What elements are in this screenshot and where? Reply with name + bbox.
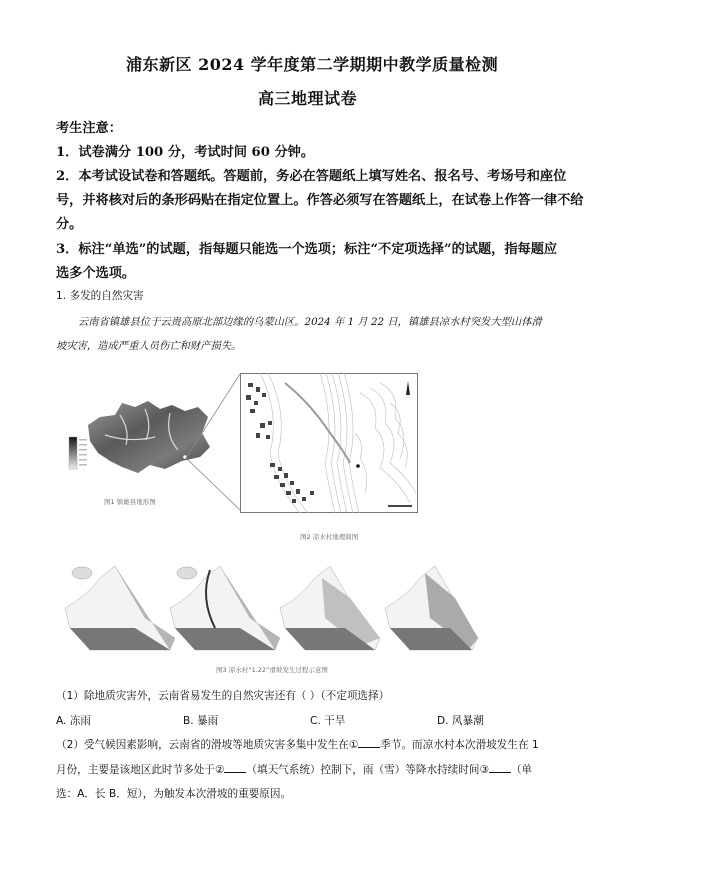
- q1-option-a[interactable]: A. 冻雨: [56, 715, 91, 727]
- q2-line-1: [56, 737, 539, 752]
- fig2-village-map: [240, 373, 420, 515]
- fig3-caption: 图3 凉水村“1.22”滑坡发生过程示意图: [216, 666, 328, 674]
- fig3-panel-2: [170, 566, 280, 650]
- q2-text: （单: [510, 764, 533, 776]
- q2-blank-3[interactable]: [489, 762, 511, 773]
- notice-line: 号，并将核对后的条形码贴在指定位置上。作答必须写在答题纸上，在试卷上作答一律不给: [56, 193, 584, 208]
- q1-option-c[interactable]: C. 干旱: [310, 715, 346, 727]
- notice-line: 分。: [56, 217, 83, 232]
- exam-title: 浦东新区 2024 学年度第二学期期中教学质量检测: [126, 55, 499, 74]
- intro-paragraph-line: 云南省镇雄县位于云贵高原北部边缘的乌蒙山区。2024 年 1 月 22 日，镇雄县凉水村突发大型山体滑: [78, 316, 542, 328]
- q2-line-3: 选：A．长 B．短），为触发本次滑坡的重要原因。: [56, 788, 292, 800]
- fig3-panel-1: [65, 566, 175, 650]
- fig3-landslide-process: [60, 558, 480, 658]
- notice-line: 选多个选项。: [56, 266, 136, 281]
- q1-option-b[interactable]: B. 暴雨: [183, 715, 219, 727]
- q2-blank-1[interactable]: [358, 737, 380, 748]
- q2-blank-2[interactable]: [224, 762, 246, 773]
- q2-text: 季节。而凉水村本次滑坡发生在 1: [380, 739, 539, 751]
- section-title: 1. 多发的自然灾害: [56, 290, 144, 302]
- notice-heading: 考生注意：: [56, 121, 122, 136]
- fig3-panel-3: [280, 566, 380, 650]
- q2-line-2: [56, 762, 532, 777]
- fig3-panel-4: [385, 566, 478, 650]
- q1-option-d[interactable]: D. 风暴潮: [437, 715, 484, 727]
- notice-line: 3．标注“单选”的试题，指每题只能选一个选项；标注“不定项选择”的试题，指每题应: [56, 242, 558, 257]
- q1-stem: （1）除地质灾害外，云南省易发生的自然灾害还有（ ）（不定项选择）: [56, 690, 390, 702]
- q2-text: 月份，主要是该地区此时节多处于②: [56, 764, 225, 776]
- notice-line: 1．试卷满分 100 分，考试时间 60 分钟。: [56, 145, 315, 160]
- intro-paragraph-line: 坡灾害，造成严重人员伤亡和财产损失。: [56, 340, 242, 352]
- fig1-caption: 图1 镇雄县地形图: [104, 498, 156, 506]
- zoom-connector-lines: [180, 372, 242, 514]
- fig2-caption: 图2 凉水村地理简图: [300, 533, 359, 541]
- notice-line: 2．本考试设试卷和答题纸。答题前，务必在答题纸上填写姓名、报名号、考场号和座位: [56, 169, 567, 184]
- exam-subtitle: 高三地理试卷: [258, 89, 358, 108]
- q2-text: （2）受气候因素影响，云南省的滑坡等地质灾害多集中发生在①: [56, 739, 359, 751]
- q2-text: （填天气系统）控制下，雨（雪）等降水持续时间③: [246, 764, 489, 776]
